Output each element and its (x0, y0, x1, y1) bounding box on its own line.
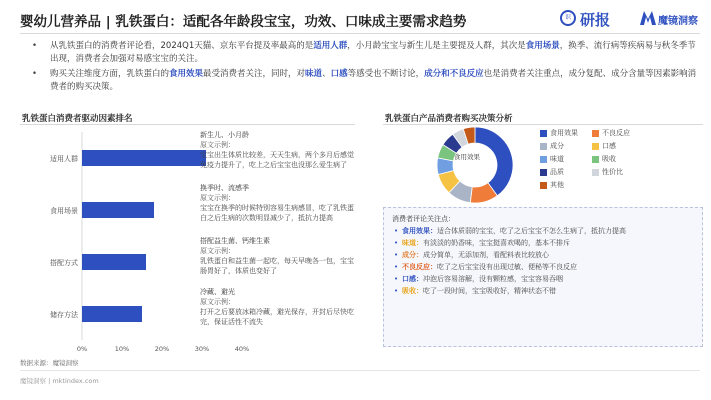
logo-mojing-text: 魔镜洞察 (658, 16, 698, 27)
bullet-1-text-b: ，小月龄宝宝与新生儿是主要提及人群，其次是 (347, 41, 526, 51)
donut-center-label: 食用效果 (454, 153, 480, 161)
quote-box-4 (200, 287, 360, 327)
legend-swatch (540, 182, 547, 189)
legend-swatch (592, 143, 599, 150)
bullet-1 (20, 40, 700, 66)
bullet-2-text-d: 等感受也不断讨论， (347, 69, 425, 79)
legend-swatch (540, 130, 547, 137)
bar-chart-title-divider (20, 124, 355, 125)
detail-3-text: 成分简单，无添加剂，看配料表比较放心 (423, 251, 549, 259)
legend-label: 成分 (550, 142, 564, 150)
footer-text: 魔镜洞察 | mktindex.com (20, 377, 99, 385)
bullet-2-highlight-d: 成分和不良反应 (424, 69, 484, 79)
bullet-1-text-a: 从乳铁蛋白的消费者评论看，2024Q1天猫、京东平台提及率最高的是 (50, 41, 314, 51)
page-title: 婴幼儿营养品 | 乳铁蛋白：适配各年龄段宝宝，功效、口味成主要需求趋势 (20, 14, 467, 30)
quote-1-body: 宝宝出生体质比较差，天天生病，两个多月后感觉免疫力提升了，吃上之后宝宝也没那么爱生病了 (200, 151, 354, 169)
bullet-2-highlight-b: 味道 (305, 69, 323, 79)
logo-m-icon (640, 11, 656, 25)
detail-2-key: 味道： (402, 239, 423, 247)
legend-item (592, 167, 623, 177)
quote-2-head: 换季时、流感季 (200, 184, 249, 192)
legend-swatch (592, 169, 599, 176)
bar-x-tick: 0% (76, 345, 88, 353)
legend-label: 不良反应 (602, 129, 630, 137)
bar-category-label: 适用人群 (50, 155, 78, 163)
detail-item-3 (392, 249, 694, 261)
legend-item (540, 154, 564, 164)
detail-item-6 (392, 285, 694, 297)
quote-1-head: 新生儿、小月龄 (200, 131, 249, 139)
legend-item (540, 167, 564, 177)
quote-box-3 (200, 236, 360, 276)
detail-1-text: 适合体质弱的宝宝，吃了之后宝宝不怎么生病了，抵抗力提高 (437, 227, 626, 235)
legend-swatch (540, 156, 547, 163)
detail-item-4 (392, 261, 694, 273)
legend-swatch (540, 169, 547, 176)
footer-divider (20, 370, 700, 371)
bar-1 (82, 150, 206, 166)
bullet-2 (20, 68, 700, 94)
detail-1-key: 食用效果： (402, 227, 437, 235)
legend-swatch (592, 130, 599, 137)
bullet-2-text-c: 、 (322, 69, 331, 79)
detail-2-text: 有淡淡的奶香味，宝宝挺喜欢喝的，基本不排斥 (423, 239, 570, 247)
legend-label: 食用效果 (550, 129, 578, 137)
legend-label: 品质 (550, 168, 564, 176)
logo-ring-icon: 识 (560, 10, 576, 26)
legend-item (592, 141, 616, 151)
donut-slice-1 (475, 127, 513, 196)
quote-2-body: 宝宝在换季的时候特别容易生病感冒，吃了乳铁蛋白之后生病的次数明显减少了，抵抗力提高 (200, 204, 354, 222)
quote-box-1 (200, 130, 360, 170)
bar-3 (82, 254, 146, 270)
legend-label: 口感 (602, 142, 616, 150)
bar-chart-title: 乳铁蛋白消费者驱动因素排名 (22, 114, 133, 124)
bar-x-tick: 20% (154, 345, 170, 353)
bullet-2-text-a: 购买关注维度方面，乳铁蛋白的 (50, 69, 170, 79)
bar-category-label: 食用场景 (50, 207, 78, 215)
legend-item (540, 180, 564, 190)
detail-box (383, 207, 703, 347)
detail-head: 消费者评论关注点： (392, 215, 455, 223)
quote-3-body: 乳铁蛋白和益生菌一起吃，每天早晚各一包，宝宝肠胃好了，体质也变好了 (200, 257, 354, 275)
bullet-2-text-e: 也是消费者关注重点，成分复配、成分含量等因素影响消费者的购买决策。 (50, 69, 697, 92)
donut-chart-title: 乳铁蛋白产品消费者购买决策分析 (385, 114, 513, 124)
logo-mojing (640, 10, 704, 28)
legend-item (540, 128, 578, 138)
legend-label: 性价比 (602, 168, 623, 176)
summary-bullets (20, 40, 700, 96)
legend-label: 其他 (550, 181, 564, 189)
bar-2 (82, 202, 154, 218)
bullet-2-highlight-a: 食用效果 (169, 69, 204, 79)
detail-5-key: 口感： (402, 275, 423, 283)
legend-item (592, 154, 616, 164)
quote-2-sub: 原文示例： (200, 194, 235, 202)
quote-4-body: 打开之后要放冰箱冷藏，避光保存，开封后尽快吃完，保证活性不流失 (200, 308, 354, 326)
detail-5-text: 冲泡后容易溶解，没有颗粒感，宝宝容易吞咽 (423, 275, 563, 283)
legend-swatch (592, 156, 599, 163)
bullet-2-highlight-c: 口感 (330, 69, 348, 79)
title-divider (20, 33, 700, 34)
detail-6-text: 吃了一段时间，宝宝吸收好，精神状态不错 (423, 287, 556, 295)
quote-4-sub: 原文示例： (200, 298, 235, 306)
detail-item-1 (392, 225, 694, 237)
bullet-1-highlight-b: 食用场景 (525, 41, 560, 51)
bar-x-tick: 40% (234, 345, 250, 353)
quote-3-head: 搭配益生菌、钙维生素 (200, 237, 270, 245)
bar-category-label: 储存方法 (50, 311, 78, 319)
bullet-1-highlight-a: 适用人群 (313, 41, 348, 51)
bar-x-tick: 10% (114, 345, 130, 353)
decision-donut-chart (430, 124, 520, 206)
detail-4-text: 吃了之后宝宝没有出现过敏、便秘等不良反应 (437, 263, 577, 271)
legend-label: 吸收 (602, 155, 616, 163)
data-source: 数据来源：魔镜洞察 (20, 359, 79, 367)
bullet-1-text-c: ，换季、流行病等疾病易与秋冬季节出现，消费者会加强对易感宝宝的关注。 (50, 41, 696, 64)
quote-box-2 (200, 183, 360, 223)
legend-item (592, 128, 630, 138)
legend-label: 味道 (550, 155, 564, 163)
legend-item (540, 141, 564, 151)
detail-4-key: 不良反应： (402, 263, 437, 271)
bar-category-label: 搭配方式 (50, 259, 78, 267)
bullet-2-text-b: 最受消费者关注，同时，对 (203, 69, 306, 79)
bar-4 (82, 306, 142, 322)
bar-x-tick: 30% (194, 345, 210, 353)
quote-1-sub: 原文示例： (200, 141, 235, 149)
quote-3-sub: 原文示例： (200, 247, 235, 255)
detail-item-2 (392, 237, 694, 249)
detail-6-key: 吸收： (402, 287, 423, 295)
logo-shibao-text: 研报 (580, 11, 611, 29)
quote-4-head: 冷藏、避光 (200, 288, 235, 296)
logo-shibao (560, 8, 632, 28)
legend-swatch (540, 143, 547, 150)
detail-3-key: 成分： (402, 251, 423, 259)
detail-item-5 (392, 273, 694, 285)
